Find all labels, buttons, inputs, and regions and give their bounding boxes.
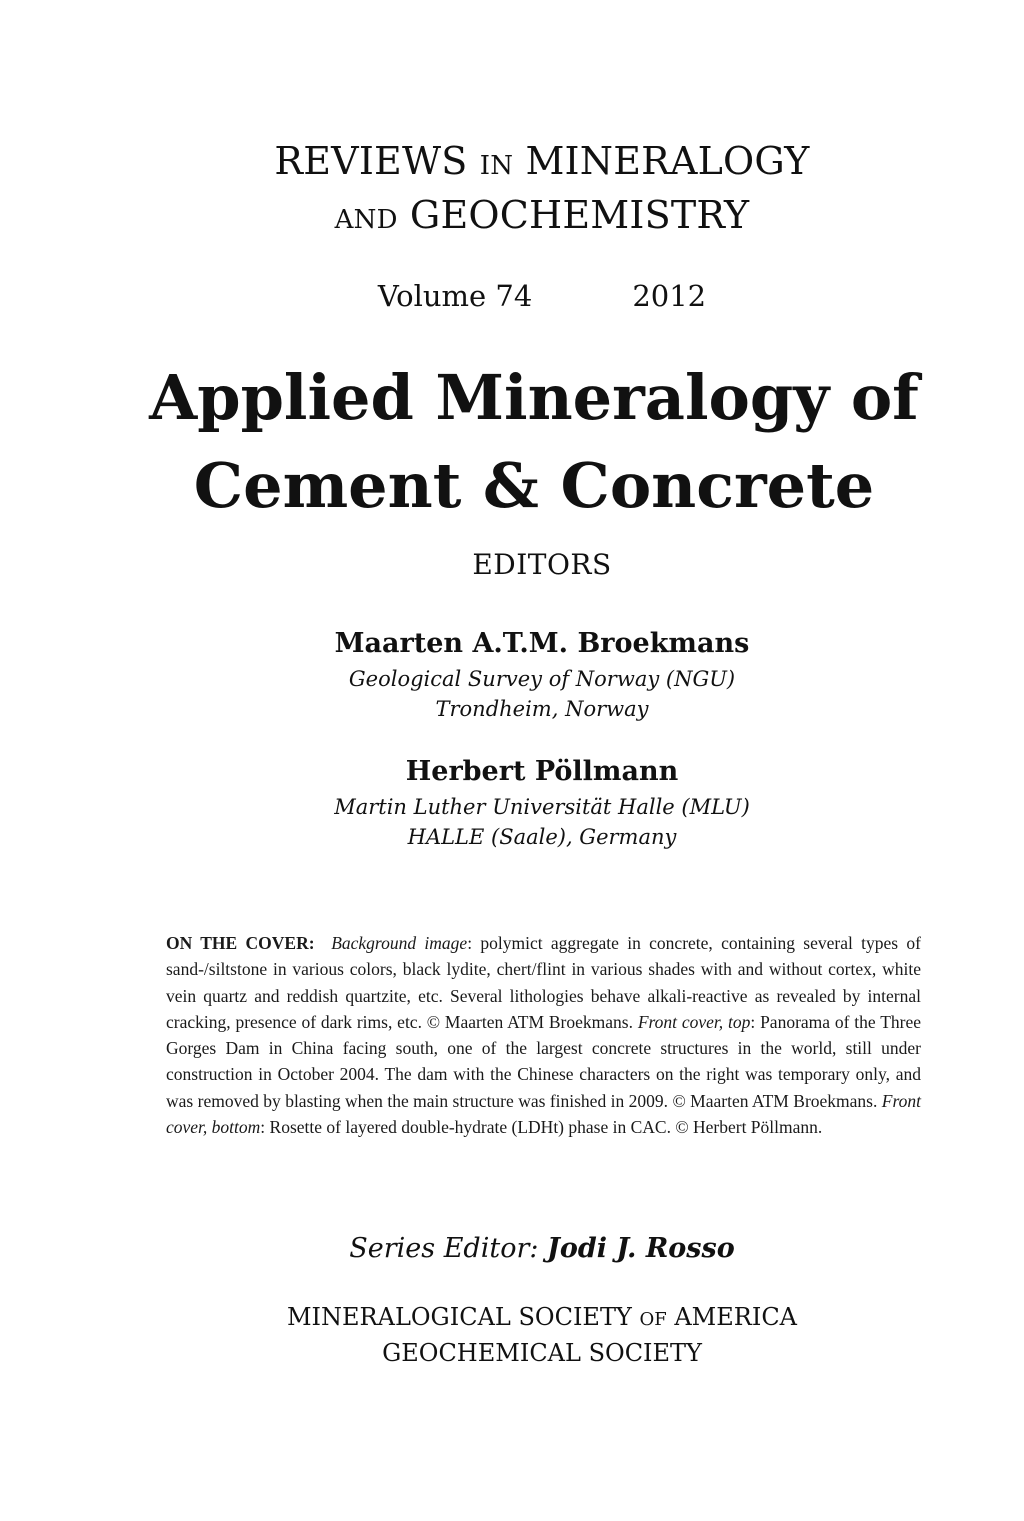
publisher-word-of: OF xyxy=(639,1309,667,1330)
series-word-and: AND xyxy=(334,205,398,235)
editor-name: Maarten A.T.M. Broekmans xyxy=(334,628,750,659)
editor-name: Herbert Pöllmann xyxy=(405,756,679,787)
editor-affiliation: Martin Luther Universität Halle (MLU) xyxy=(334,795,750,819)
cover-top-text: : Panorama of the Three Gorges Dam in China facing south, one of the largest concrete structures in the world, still under construction in October 2004. The dam with the Chinese characters on the right was temporary only, and was removed by blasting when the main structure was finished in 2009. © Maarten ATM Broekmans. xyxy=(166,1011,922,1111)
series-word-reviews: REVIEWS xyxy=(274,139,468,183)
series-title-line1 xyxy=(30,138,1024,189)
publisher-mineralogical-society: MINERALOGICAL SOCIETY xyxy=(286,1303,632,1331)
publisher-line2: GEOCHEMICAL SOCIETY xyxy=(382,1339,702,1367)
cover-description xyxy=(166,930,921,1140)
series-title-line2 xyxy=(30,192,1024,243)
publisher-line1 xyxy=(30,1300,1024,1337)
cover-note-label: ON THE COVER: xyxy=(166,933,315,953)
cover-bottom-text: : Rosette of layered double-hydrate (LDHt) phase in CAC. © Herbert Pöllmann. xyxy=(260,1117,823,1138)
editors-heading: EDITORS xyxy=(472,548,612,581)
series-editor xyxy=(30,1229,1024,1269)
series-word-mineralogy: MINERALOGY xyxy=(525,139,810,183)
editor-affiliation: Geological Survey of Norway (NGU) xyxy=(348,667,736,691)
series-editor-label: Series Editor: xyxy=(349,1233,548,1264)
series-editor-name: Jodi J. Rosso xyxy=(547,1233,735,1264)
volume-year: 2012 xyxy=(632,279,707,313)
cover-bg-label: Background image xyxy=(331,933,468,953)
series-word-in: IN xyxy=(479,151,514,181)
editor-location: Trondheim, Norway xyxy=(435,697,649,721)
book-title-line1: Applied Mineralogy of xyxy=(149,361,919,434)
series-word-geochemistry: GEOCHEMISTRY xyxy=(409,193,750,237)
book-title-line2: Cement & Concrete xyxy=(193,449,875,522)
publisher-america: AMERICA xyxy=(674,1303,798,1331)
volume-info xyxy=(30,276,1024,316)
cover-bg-text: : polymict aggregate in concrete, containing several types of sand-/siltstone in various colors, black lydite, chert/flint in various shades with and without cortex, white vein quartz and reddish quartzite, etc. Several lithologies behave alkali-reactive as revealed by internal cracking, presence of dark rims, etc. © Maarten ATM Broekmans. xyxy=(166,933,922,1032)
editor-location: HALLE (Saale), Germany xyxy=(407,825,677,849)
cover-bottom-label: Front cover, bottom xyxy=(166,1090,921,1138)
volume-label: Volume 74 xyxy=(377,279,533,313)
cover-top-label: Front cover, top xyxy=(637,1011,751,1032)
